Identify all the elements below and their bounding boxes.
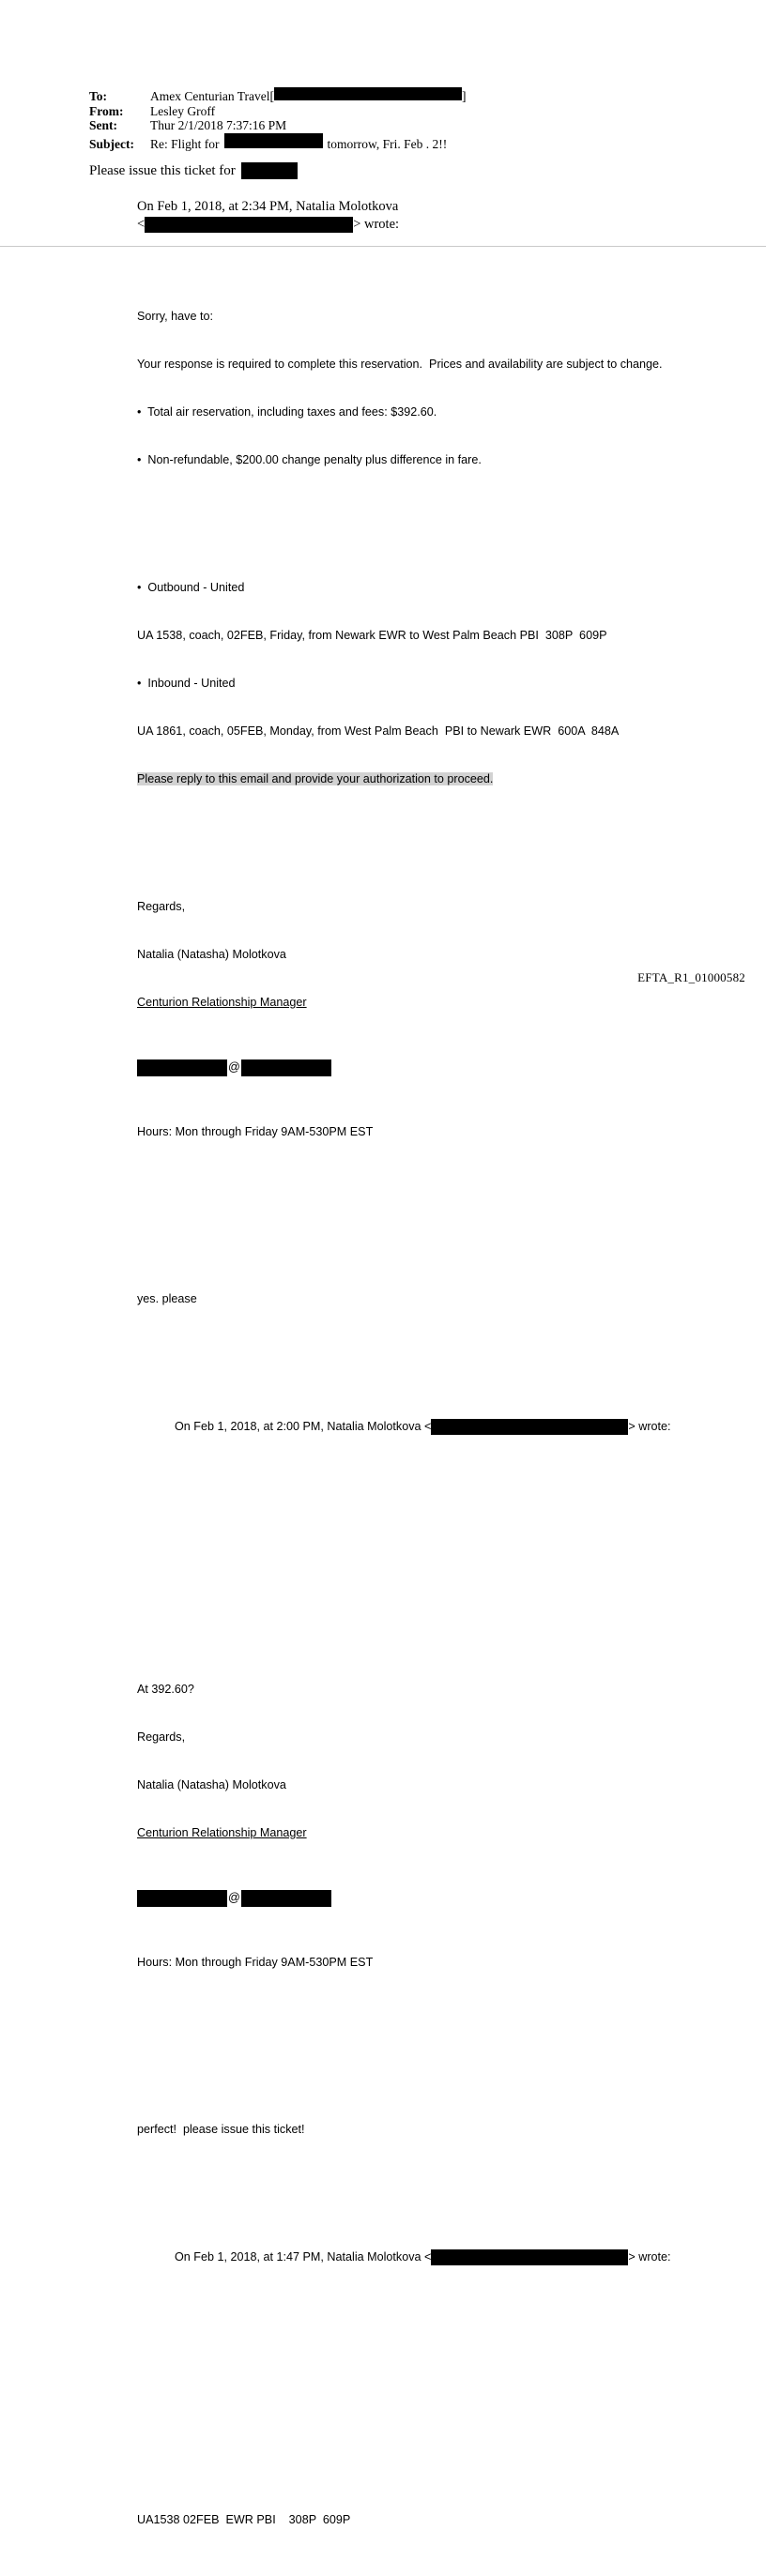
issue-ticket-line	[89, 162, 298, 179]
header-label-subject: Subject:	[89, 136, 134, 151]
redaction-bar-email2-user	[137, 1890, 227, 1907]
spacer	[137, 2066, 757, 2074]
body3-itinerary: UA1538 02FEB EWR PBI 308P 609P	[137, 2513, 351, 2526]
body-response-required: Your response is required to complete this reservation. Prices and availability are subject to change.	[137, 358, 663, 371]
reply1-quote-suffix: > wrote:	[628, 1420, 671, 1433]
spacer	[137, 1188, 757, 1204]
reply2-quote-suffix: > wrote:	[628, 2250, 671, 2264]
header-row-to	[89, 87, 690, 104]
quote-header-line1: On Feb 1, 2018, at 2:34 PM, Natalia Molotkova	[137, 199, 399, 214]
header-row-sent	[89, 118, 690, 133]
header-from-text: Lesley Groff	[150, 103, 216, 118]
spacer	[137, 1355, 757, 1371]
body2-sender-title: Centurion Relationship Manager	[137, 1826, 307, 1839]
spacer	[137, 2313, 757, 2329]
redaction-bar-subject	[224, 133, 323, 148]
body-intro: Sorry, have to:	[137, 310, 213, 323]
header-label-sent: Sent:	[89, 118, 117, 132]
authorization-highlight: Please reply to this email and provide your authorization to proceed.	[137, 772, 494, 785]
quote-header-angle-open: <	[137, 217, 146, 232]
bates-number: EFTA_R1_01000582	[637, 970, 745, 984]
body-outbound-label: • Outbound - United	[137, 581, 245, 594]
body-regards: Regards,	[137, 900, 186, 913]
spacer	[137, 2186, 757, 2202]
header-row-from	[89, 104, 690, 119]
spacer	[137, 2019, 757, 2035]
email-at-symbol: @	[228, 1060, 240, 1074]
spacer	[137, 1483, 757, 1499]
spacer	[137, 1236, 757, 1243]
redaction-bar-email2-domain	[241, 1890, 331, 1907]
body-inbound-detail: UA 1861, coach, 05FEB, Monday, from West Palm Beach PBI to Newark EWR 600A 848A	[137, 724, 620, 738]
horizontal-rule	[0, 246, 766, 247]
body2-sender-name: Natalia (Natasha) Molotkova	[137, 1778, 286, 1791]
reply1-text: yes. please	[137, 1292, 197, 1305]
spacer	[137, 2457, 757, 2464]
header-value-from	[150, 104, 215, 119]
spacer	[137, 2361, 757, 2377]
header-value-subject	[150, 133, 447, 152]
quote-header	[137, 198, 399, 234]
body-inbound-label: • Inbound - United	[137, 677, 236, 690]
body-authorization-request	[137, 771, 757, 787]
body2-hours: Hours: Mon through Friday 9AM-530PM EST	[137, 1956, 374, 1969]
quote-header-angle-close: > wrote:	[353, 217, 400, 232]
spacer	[137, 516, 757, 532]
body-outbound-detail: UA 1538, coach, 02FEB, Friday, from Newark EWR to West Palm Beach PBI 308P 609P	[137, 629, 607, 642]
redaction-bar-quote-email	[145, 217, 353, 233]
header-to-text-suffix: ]	[461, 89, 467, 103]
header-subject-text: Re: Flight for	[150, 136, 220, 151]
redaction-bar-email-user	[137, 1059, 227, 1076]
header-sent-text: Thur 2/1/2018 7:37:16 PM	[150, 118, 287, 132]
body-sender-name: Natalia (Natasha) Molotkova	[137, 948, 286, 961]
body2-regards: Regards,	[137, 1730, 186, 1744]
spacer	[137, 1626, 757, 1634]
spacer	[137, 835, 757, 851]
header-value-sent	[150, 118, 286, 133]
body-hours: Hours: Mon through Friday 9AM-530PM EST	[137, 1125, 374, 1138]
spacer	[137, 1578, 757, 1594]
redaction-bar-issue	[241, 162, 298, 179]
body-sender-title: Centurion Relationship Manager	[137, 996, 307, 1009]
reply1-quote-prefix: On Feb 1, 2018, at 2:00 PM, Natalia Molotkova <	[175, 1420, 432, 1433]
redaction-bar-to	[274, 87, 462, 100]
header-value-to	[150, 87, 466, 104]
reply1-quote-line	[137, 1419, 757, 1435]
spacer	[137, 1531, 757, 1547]
header-row-subject	[89, 133, 690, 152]
email-header	[89, 87, 690, 151]
redaction-bar-reply2-email	[431, 2249, 628, 2265]
body2-sender-email	[137, 1889, 757, 1907]
issue-ticket-text: Please issue this ticket for	[89, 163, 236, 178]
header-label-to: To:	[89, 89, 108, 103]
reply2-quote-prefix: On Feb 1, 2018, at 1:47 PM, Natalia Molotkova <	[175, 2250, 432, 2264]
email-body	[137, 261, 757, 2576]
header-subject-text-suffix: tomorrow, Fri. Feb . 2!!	[327, 136, 448, 151]
redaction-bar-email-domain	[241, 1059, 331, 1076]
body-bullet-total: • Total air reservation, including taxes and fees: $392.60.	[137, 405, 437, 419]
body2-price-question: At 392.60?	[137, 1683, 194, 1696]
header-to-text: Amex Centurian Travel[	[150, 89, 274, 103]
body-bullet-nonrefundable: • Non-refundable, $200.00 change penalty plus difference in fare.	[137, 453, 482, 466]
redaction-bar-reply1-email	[431, 1419, 628, 1435]
header-label-from: From:	[89, 103, 124, 118]
email2-at-symbol: @	[228, 1891, 240, 1904]
spacer	[137, 2409, 757, 2425]
quote-header-line2	[137, 216, 399, 234]
reply2-text: perfect! please issue this ticket!	[137, 2123, 305, 2136]
body-sender-email	[137, 1059, 757, 1076]
reply2-quote-line	[137, 2249, 757, 2265]
